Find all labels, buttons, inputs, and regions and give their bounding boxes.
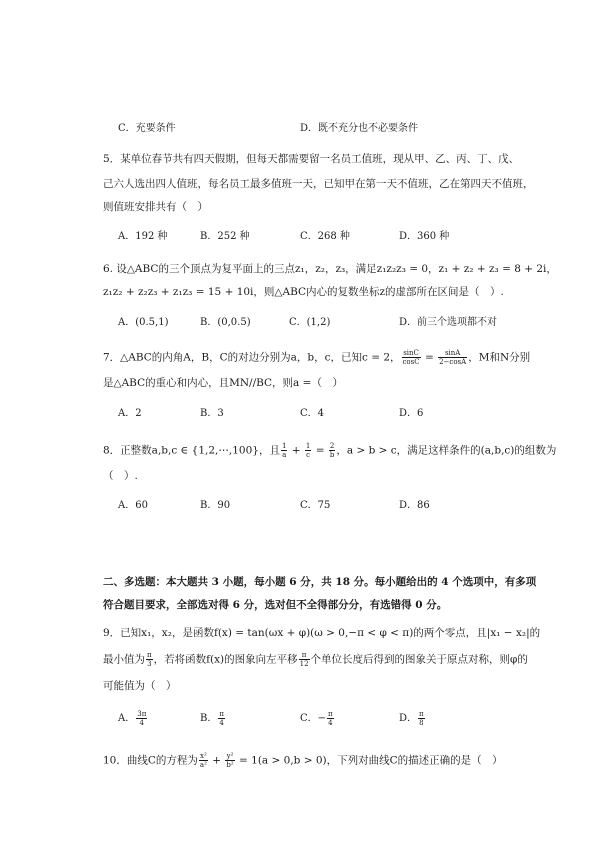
q10-frac1-numerator: x²	[200, 752, 207, 760]
q8-fraction-1-a	[281, 442, 287, 459]
q10-stem-line1	[103, 752, 503, 769]
q9-line2-post: 个单位长度后得到的图象关于原点对称，则φ的	[310, 653, 528, 666]
q9-option-d-label: D．	[399, 713, 418, 724]
q5-stem-line3: 则值班安排共有（ ）	[103, 201, 208, 213]
q9-fraction-pi-12	[299, 651, 310, 668]
q9-option-c-denominator: 4	[328, 719, 333, 727]
q9-option-b	[200, 710, 226, 727]
q5-stem-line2: 己六人选出四人值班，每名员工最多值班一天，已知甲在第一天不值班，乙在第四天不值班，	[103, 178, 534, 190]
q7-stem-pre: 7．△ABC的内角A，B，C的对边分别为a，b，c，已知c = 2，	[103, 351, 401, 364]
q9-line2-mid: ，若将函数f(x)的图象向左平移	[153, 653, 298, 666]
section2-header-line2: 符合题目要求，全部选对得 6 分，选对但不全得部分分，有选错得 0 分。	[103, 599, 448, 611]
q9-option-d-fraction	[418, 710, 425, 727]
q6-option-b: B．(0,0.5)	[200, 317, 251, 328]
q8-option-a: A．60	[118, 500, 148, 511]
q9-option-b-denominator: 4	[219, 719, 224, 727]
q8-frac3-denominator: b	[329, 451, 335, 459]
q10-frac2-denominator: b²	[226, 761, 234, 769]
q9-option-a-fraction	[136, 710, 147, 727]
q7-fraction-sina	[438, 349, 467, 366]
q9-option-c-fraction	[327, 710, 334, 727]
q9-option-b-label: B．	[200, 713, 218, 724]
q7-frac1-numerator: sinC	[403, 349, 419, 357]
q7-frac2-numerator: sinA	[438, 349, 467, 358]
q9-option-d	[399, 710, 426, 727]
q4-option-d: D．既不充分也不必要条件	[300, 123, 419, 134]
q9-option-b-fraction	[218, 710, 225, 727]
q4-option-c: C．充要条件	[118, 123, 176, 134]
q6-option-a: A．(0.5,1)	[118, 317, 169, 328]
q8-stem-line1	[103, 442, 556, 459]
q6-stem-line1: 6. 设△ABC的三个顶点为复平面上的三点z₁，z₂，z₃，满足z₁z₂z₃ = 0，z₁ + z₂ + z₃ = 8 + 2i，	[103, 263, 557, 275]
q8-frac2-denominator: c	[306, 451, 311, 459]
q7-frac1-denominator: cosC	[402, 358, 420, 366]
q8-plus: +	[288, 444, 304, 457]
q9-frac1-denominator: 3	[147, 660, 152, 668]
q5-option-d: D．360 种	[399, 231, 450, 242]
q9-stem-line2	[103, 651, 528, 668]
q7-equals: =	[421, 351, 438, 364]
q5-option-a: A．192 种	[118, 231, 168, 242]
q9-option-a-denominator: 4	[139, 719, 144, 727]
q8-option-b: B．90	[200, 500, 231, 511]
q9-line2-pre: 最小值为	[103, 653, 145, 666]
q7-fraction-sinc-cosc	[402, 349, 421, 366]
q8-option-c: C．75	[300, 500, 331, 511]
q9-frac1-numerator: π	[147, 651, 152, 659]
q8-fraction-2-b	[329, 442, 335, 459]
q10-stem-post: = 1(a > 0,b > 0)，下列对曲线C的描述正确的是（ ）	[235, 754, 503, 767]
q5-option-c: C．268 种	[300, 231, 350, 242]
q6-stem-line2: z₁z₂ + z₂z₃ + z₁z₃ = 15 + 10i，则△ABC内心的复数坐标z的虚部所在区间是（ ）.	[103, 286, 504, 298]
q7-option-b: B．3	[200, 408, 224, 419]
q9-stem-line3: 可能值为（ ）	[103, 680, 177, 692]
q7-stem-line1	[103, 349, 530, 366]
q7-stem-post: ，M和N分别	[468, 351, 531, 364]
section2-header-line1: 二、多选题：本大题共 3 小题，每小题 6 分，共 18 分。每小题给出的 4 个选项中，有多项	[103, 576, 537, 588]
q10-frac2-numerator: y²	[226, 752, 234, 760]
q8-option-d: D．86	[399, 500, 430, 511]
q8-frac1-denominator: a	[282, 451, 287, 459]
q9-option-a-numerator: 3π	[137, 710, 147, 718]
q10-stem-pre: 10．曲线C的方程为	[103, 754, 198, 767]
q6-option-c: C．(1,2)	[289, 317, 331, 328]
q10-fraction-y2-b2	[225, 752, 234, 769]
q10-fraction-x2-a2	[199, 752, 208, 769]
q10-plus: +	[208, 754, 225, 767]
q9-option-b-numerator: π	[219, 710, 224, 718]
q8-fraction-1-c	[305, 442, 311, 459]
q6-option-d: D．前三个选项都不对	[399, 317, 498, 328]
q7-frac2-denominator: 2−cosA	[439, 358, 467, 366]
q9-option-a	[118, 710, 148, 727]
q9-fraction-pi-3	[146, 651, 153, 668]
q9-frac2-denominator: 12	[299, 660, 309, 668]
q8-stem-line2: （ ）.	[103, 470, 138, 482]
q10-frac1-denominator: a²	[199, 761, 207, 769]
q7-option-a: A．2	[118, 408, 142, 419]
q8-frac3-numerator: 2	[329, 442, 335, 450]
q8-frac1-numerator: 1	[281, 442, 287, 450]
q5-stem-line1: 5．某单位春节共有四天假期，但每天都需要留一名员工值班，现从甲、乙、丙、丁、戊、	[103, 153, 520, 165]
q8-equals: =	[312, 444, 328, 457]
q9-option-c	[300, 710, 335, 727]
q8-frac2-numerator: 1	[305, 442, 311, 450]
q8-stem-post: ，a > b > c，满足这样条件的(a,b,c)的组数为	[336, 444, 557, 457]
q9-frac2-numerator: π	[299, 651, 310, 660]
q7-option-c: C．4	[300, 408, 325, 419]
q5-option-b: B．252 种	[200, 231, 250, 242]
q9-option-d-denominator: 8	[419, 719, 424, 727]
q9-option-c-numerator: π	[328, 710, 333, 718]
q9-option-c-label: C．−	[300, 713, 327, 724]
q8-stem-pre: 8．正整数a,b,c ∈ {1,2,⋯,100}，且	[103, 444, 280, 457]
q9-stem-line1: 9．已知x₁，x₂，是函数f(x) = tan(ωx + φ)(ω > 0,−π < φ < π)的两个零点，且|x₁ − x₂|的	[103, 627, 541, 639]
q7-option-d: D．6	[399, 408, 424, 419]
q9-option-d-numerator: π	[419, 710, 424, 718]
q7-stem-line2: 是△ABC的重心和内心，且MN//BC，则a =（ ）	[103, 377, 343, 389]
q9-option-a-label: A．	[118, 713, 136, 724]
